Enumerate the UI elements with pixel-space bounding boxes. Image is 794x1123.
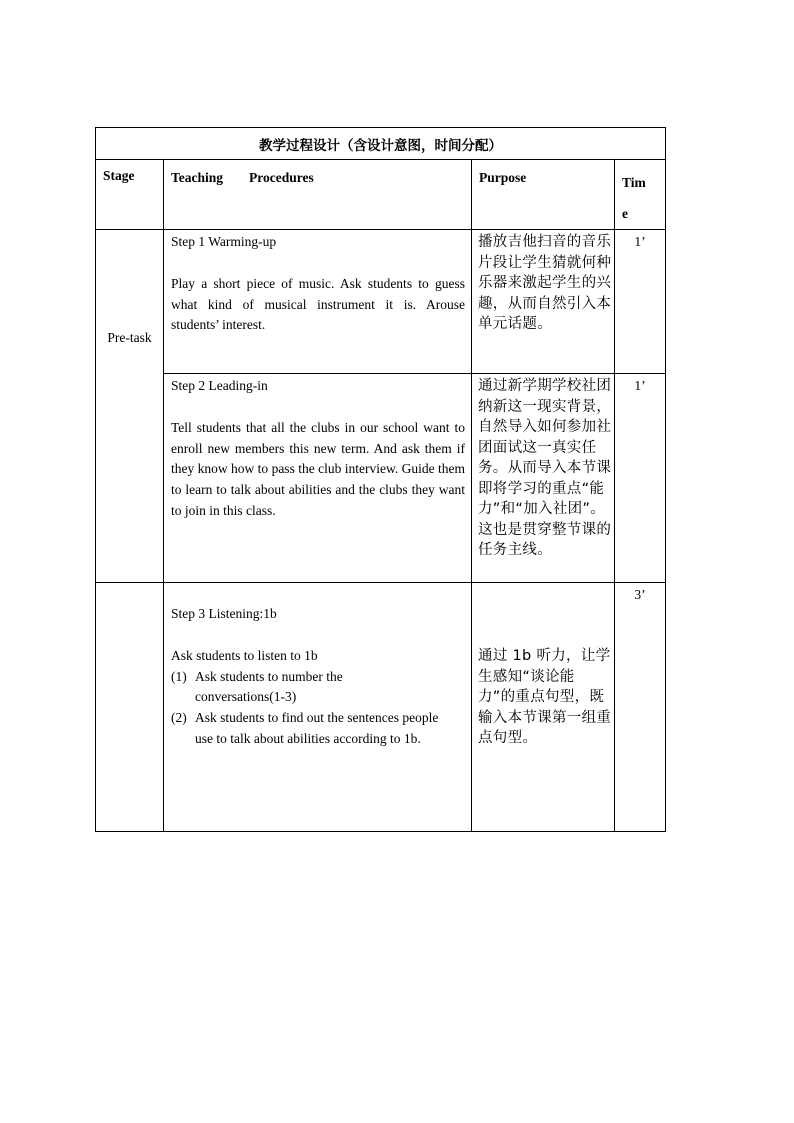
time-cell: 3’ [615, 583, 666, 832]
purpose-cell: 通过新学期学校社团纳新这一现实背景，自然导入如何参加社团面试这一真实任务。从而导入本节课即将学习的重点“能力”和“加入社团”。这也是贯穿整节课的任务主线。 [472, 374, 615, 583]
header-procedures [164, 160, 472, 230]
step-intro: Ask students to listen to 1b [171, 647, 318, 663]
header-stage: Stage [96, 160, 164, 230]
procedure-cell [164, 374, 472, 583]
table-title: 教学过程设计（含设计意图，时间分配） [96, 128, 666, 160]
header-time-line1: Tim [622, 175, 646, 190]
procedure-cell [164, 230, 472, 374]
list-item: (2) Ask students to find out the sentences people use to talk about abilities according to 1b. [171, 710, 439, 746]
table-row [96, 583, 666, 832]
lesson-plan-table [95, 127, 666, 832]
stage-empty [96, 583, 164, 832]
time-cell: 1’ [615, 374, 666, 583]
table-row [96, 230, 666, 374]
header-purpose: Purpose [472, 160, 615, 230]
table-row [96, 374, 666, 583]
procedure-cell [164, 583, 472, 832]
step-body: Tell students that all the clubs in our school want to enroll new members this new term. And ask them if they know how to pass the club interview. Guide them to learn to talk about abilities and the clubs they want to join in this class. [171, 419, 465, 518]
header-time [615, 160, 666, 230]
step-title: Step 1 Warming-up [171, 234, 277, 249]
stage-pre-task: Pre-task [96, 230, 164, 583]
purpose-cell: 播放吉他扫音的音乐片段让学生猜就何种乐器来激起学生的兴趣，从而自然引入本单元话题。 [472, 230, 615, 374]
step-title: Step 3 Listening:1b [171, 606, 277, 621]
time-cell: 1’ [615, 230, 666, 374]
header-row [96, 160, 666, 230]
header-time-line2: e [622, 206, 628, 221]
list-item: (1) Ask students to number the conversations(1-3) [171, 668, 343, 705]
step-body: Play a short piece of music. Ask students to guess what kind of musical instrument it is. Arouse students’ interest. [171, 275, 465, 333]
step-title: Step 2 Leading-in [171, 378, 268, 393]
header-teaching-label: Teaching [171, 170, 224, 185]
header-procedures-label: Procedures [249, 170, 314, 185]
purpose-cell: 通过 1b 听力，让学生感知“谈论能力”的重点句型，既输入本节课第一组重点句型。 [472, 583, 615, 832]
